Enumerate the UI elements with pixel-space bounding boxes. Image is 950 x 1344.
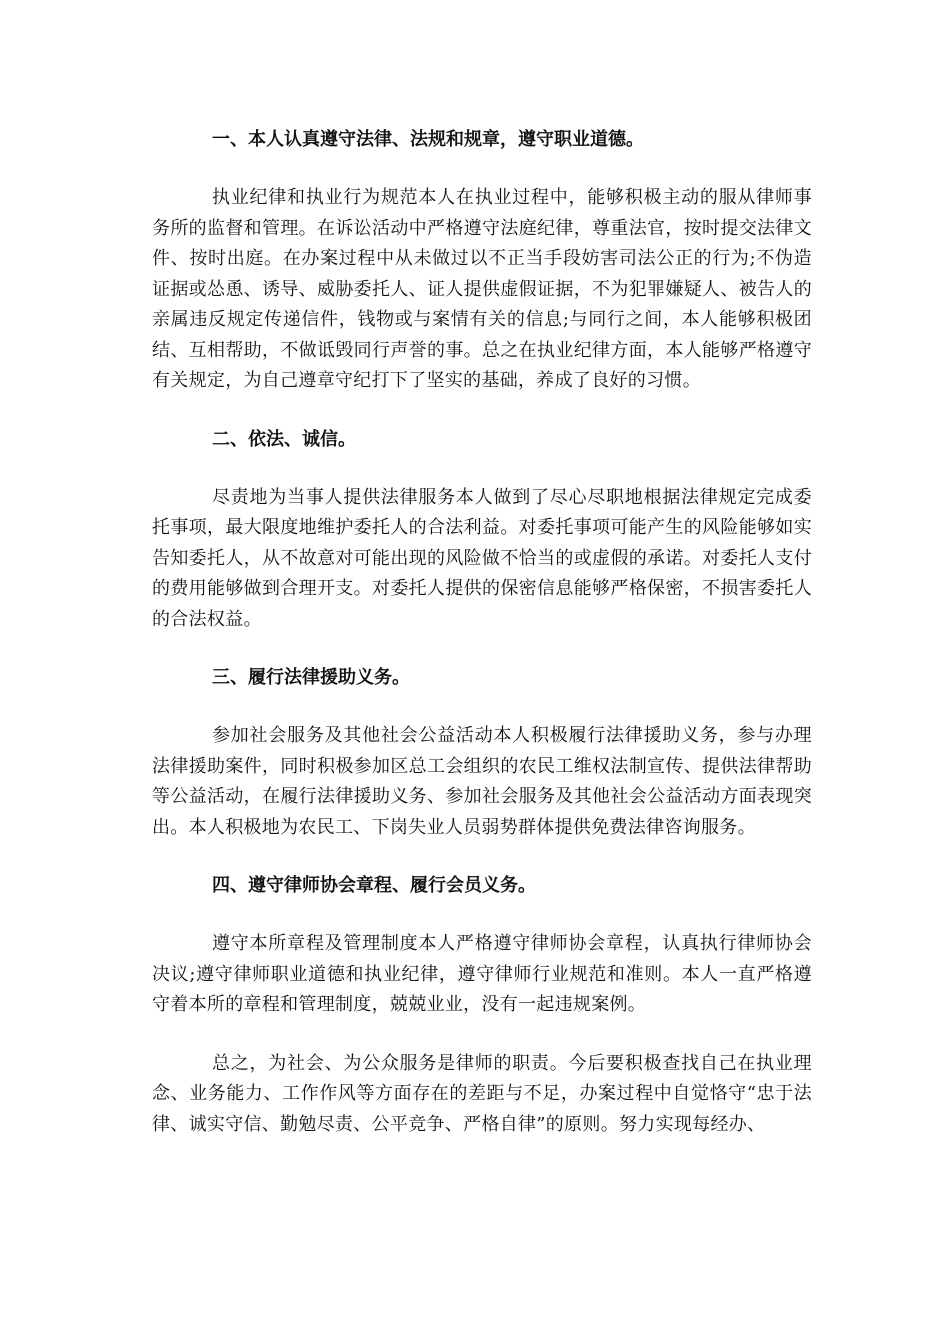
section-heading-3: 三、履行法律援助义务。	[212, 667, 410, 688]
section-body-3: 参加社会服务及其他社会公益活动本人积极履行法律援助义务，参与办理法律援助案件，同时积极参加区总工会组织的农民工维权法制宣传、提供法律帮助等公益活动，在履行法律援助义务、参加社会服务及其他社会公益活动方面表现突出。本人积极地为农民工、下岗失业人员弱势群体提供免费法律咨询服务。	[152, 725, 812, 838]
conclusion-paragraph: 总之，为社会、为公众服务是律师的职责。今后要积极查找自己在执业理念、业务能力、工作作风等方面存在的差距与不足，办案过程中自觉恪守“忠于法律、诚实守信、勤勉尽责、公平竞争、严格自律”的原则。努力实现每经办、	[152, 1052, 812, 1135]
document-body	[152, 125, 812, 1168]
section-heading-4: 四、遵守律师协会章程、履行会员义务。	[212, 875, 536, 896]
section-body-4: 遵守本所章程及管理制度本人严格遵守律师协会章程，认真执行律师协会决议;遵守律师职业道德和执业纪律，遵守律师行业规范和准则。本人一直严格遵守着本所的章程和管理制度，兢兢业业，没有一起违规案例。	[152, 933, 812, 1015]
section-body-2: 尽责地为当事人提供法律服务本人做到了尽心尽职地根据法律规定完成委托事项，最大限度地维护委托人的合法利益。对委托事项可能产生的风险能够如实告知委托人，从不故意对可能出现的风险做不恰当的或虚假的承诺。对委托人支付的费用能够做到合理开支。对委托人提供的保密信息能够严格保密，不损害委托人的合法权益。	[152, 486, 812, 630]
section-body-1: 执业纪律和执业行为规范本人在执业过程中，能够积极主动的服从律师事务所的监督和管理。在诉讼活动中严格遵守法庭纪律，尊重法官，按时提交法律文件、按时出庭。在办案过程中从未做过以不正当手段妨害司法公正的行为;不伪造证据或怂恿、诱导、威胁委托人、证人提供虚假证据，不为犯罪嫌疑人、被告人的亲属违反规定传递信件，钱物或与案情有关的信息;与同行之间，本人能够积极团结、互相帮助，不做诋毁同行声誉的事。总之在执业纪律方面，本人能够严格遵守有关规定，为自己遵章守纪打下了坚实的基础，养成了良好的习惯。	[152, 187, 812, 391]
section-heading-1: 一、本人认真遵守法律、法规和规章，遵守职业道德。	[212, 129, 644, 150]
section-heading-2: 二、依法、诚信。	[212, 428, 356, 450]
